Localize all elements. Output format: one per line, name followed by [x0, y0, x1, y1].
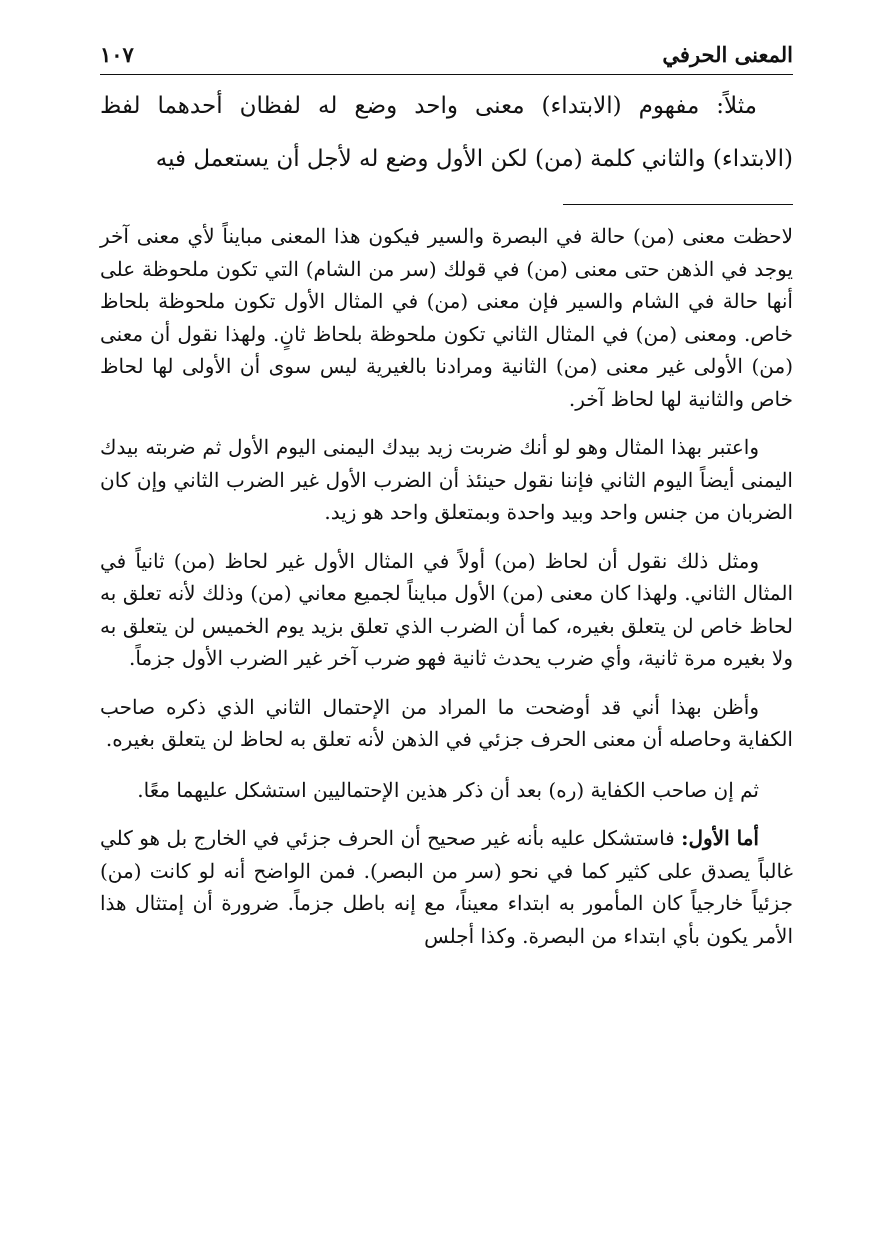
footnote-paragraph: وأظن بهذا أني قد أوضحت ما المراد من الإحتمال الثاني الذي ذكره صاحب الكفاية وحاصله أن معنى الحرف جزئي في الذهن لأنه تعلق به لحاظ لن يتعلق بغيره. [100, 694, 793, 751]
paragraph-lead: أما الأول: [681, 826, 759, 850]
footnote-block [100, 220, 793, 968]
footnote-paragraph [100, 822, 793, 952]
paragraph-text: فاستشكل عليه بأنه غير صحيح أن الحرف جزئي في الخارج بل هو كلي غالباً يصدق على كثير كما في نحو (سر من البصر). فمن الواضح أنه لو كانت (من) جزئياً خارجياً كان المأمور به ابتداء معيناً، مع إنه باطل جزماً. ضرورة أن إمتثال هذا الأمر يكون بأي ابتداء من البصرة. وكذا أجلس [100, 826, 793, 948]
page-number: ١٠٧ [100, 41, 134, 67]
page-header [100, 34, 793, 75]
footnote-separator [563, 204, 793, 205]
footnote-paragraph: واعتبر بهذا المثال وهو لو أنك ضربت زيد بيدك اليمنى اليوم الأول ثم ضربته بيدك اليمنى أيضاً اليوم الثاني فإننا نقول حينئذ أن الضرب الأول غير الضرب الثاني وإن كان الضربان من جنس واحد وبيد واحدة وبمتعلق واحد هو زيد. [100, 435, 793, 524]
footnote-paragraph: لاحظت معنى (من) حالة في البصرة والسير فيكون هذا المعنى مبايناً لأي معنى آخر يوجد في الذهن حتى معنى (من) في قولك (سر من الشام) التي تكون ملحوظة على أنها حالة في الشام والسير فإن معنى (من) في المثال الأول تكون ملحوظة بلحاظ خاص. ومعنى (من) في المثال الثاني تكون ملحوظة بلحاظ ثانٍ. ولهذا نقول أن معنى (من) الأولى غير معنى (من) الثانية ومرادنا بالغيرية ليس سوى أن الأولى لها لحاظ خاص والثانية لها لحاظ آخر. [100, 224, 793, 411]
footnote-paragraph: ثم إن صاحب الكفاية (ره) بعد أن ذكر هذين الإحتماليين استشكل عليهما معًا. [137, 777, 759, 802]
main-paragraph: مثلاً: مفهوم (الابتداء) معنى واحد وضع له لفظان أحدهما لفظ (الابتداء) والثاني كلمة (من) لكن الأول وضع له لأجل أن يستعمل فيه [100, 93, 793, 172]
running-title: المعنى الحرفي [662, 41, 793, 67]
main-text-block [100, 80, 793, 186]
footnote-paragraph: ومثل ذلك نقول أن لحاظ (من) أولاً في المثال الأول غير لحاظ (من) ثانياً في المثال الثاني. ولهذا كان معنى (من) الأول مبايناً لجميع معاني (من) وذلك لأنه تعلق به لحاظ خاص لن يتعلق بغيره، كما أن الضرب الذي تعلق بزيد يوم الخميس لن يتعلق به ولا بغيره مرة ثانية، وأي ضرب يحدث ثانية فهو ضرب آخر غير الضرب الأول جزماً. [100, 548, 793, 670]
